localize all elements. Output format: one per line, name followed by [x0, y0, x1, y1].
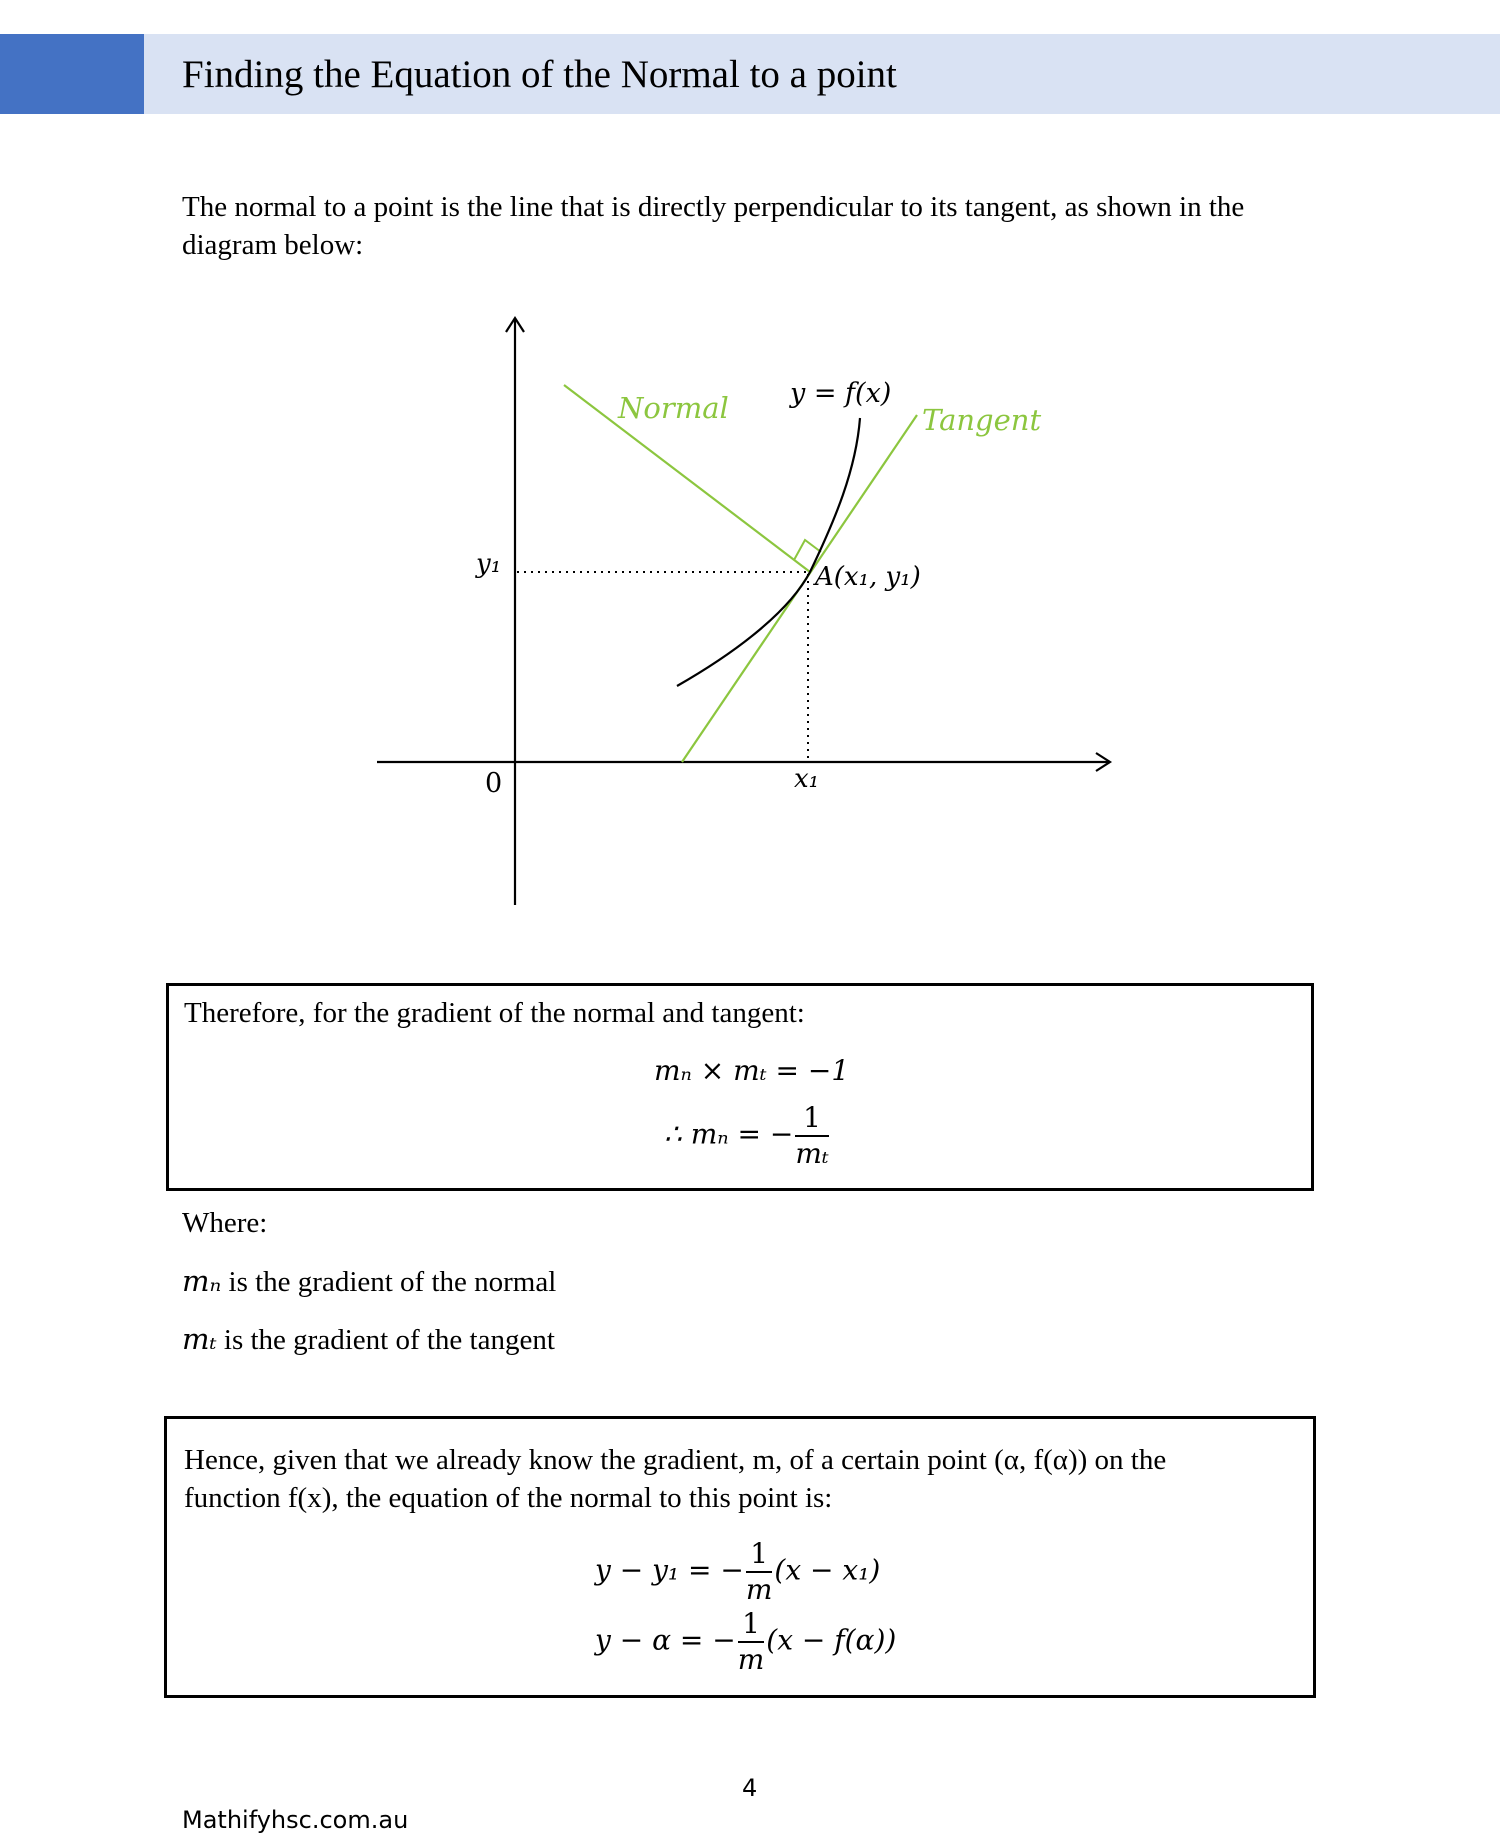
normal-equation-general — [595, 1537, 880, 1607]
point-a-label: A(x₁, y₁) — [815, 562, 921, 592]
numerator: 1 — [738, 1607, 765, 1643]
normal-equation-alpha — [595, 1607, 896, 1677]
box2-line1: Hence, given that we already know the gradient, m, of a certain point (α, f(α)) on the — [184, 1444, 1167, 1476]
denominator: mₜ — [795, 1137, 829, 1170]
definition-mt — [182, 1320, 555, 1359]
equation-lhs: y − α = − — [595, 1623, 736, 1657]
fraction — [795, 1101, 828, 1171]
curve-f — [677, 418, 860, 686]
footer-site: Mathifyhsc.com.au — [182, 1806, 409, 1834]
origin-label: 0 — [485, 768, 503, 799]
definition-mn — [182, 1262, 556, 1301]
normal-gradient-prefix: ∴ mₙ = − — [664, 1117, 794, 1151]
box2-line2: function f(x), the equation of the normal to this point is: — [184, 1482, 833, 1514]
denominator: m — [745, 1573, 773, 1606]
box1-heading: Therefore, for the gradient of the normal and tangent: — [184, 997, 805, 1029]
definition-text: is the gradient of the normal — [221, 1266, 557, 1298]
numerator: 1 — [746, 1537, 773, 1573]
where-label: Where: — [182, 1207, 268, 1239]
equation-rhs: (x − f(α)) — [766, 1623, 897, 1657]
intro-paragraph: The normal to a point is the line that is directly perpendicular to its tangent, as shown in the diagram below: — [182, 191, 1245, 261]
curve-label: y = f(x) — [790, 378, 892, 409]
definition-text: is the gradient of the tangent — [216, 1324, 555, 1356]
x1-tick-label: x₁ — [794, 764, 820, 794]
numerator: 1 — [795, 1101, 828, 1137]
normal-label: Normal — [618, 391, 729, 425]
tangent-label: Tangent — [922, 403, 1042, 437]
gradient-relation-box — [166, 983, 1314, 1191]
equation-lhs: y − y₁ = − — [595, 1553, 744, 1587]
page-title: Finding the Equation of the Normal to a point — [182, 53, 897, 96]
normal-gradient-equation — [664, 1101, 831, 1171]
y1-tick-label: y₁ — [476, 549, 502, 579]
fraction — [746, 1537, 773, 1607]
denominator: m — [737, 1643, 765, 1676]
equation-rhs: (x − x₁) — [774, 1553, 881, 1587]
product-equation: mₙ × mₜ = −1 — [654, 1054, 850, 1087]
fraction — [738, 1607, 765, 1677]
page-number: 4 — [742, 1774, 758, 1802]
symbol-mt: mₜ — [182, 1322, 217, 1356]
normal-equation-box — [164, 1416, 1316, 1698]
y-axis — [506, 318, 524, 905]
symbol-mn: mₙ — [182, 1264, 222, 1298]
